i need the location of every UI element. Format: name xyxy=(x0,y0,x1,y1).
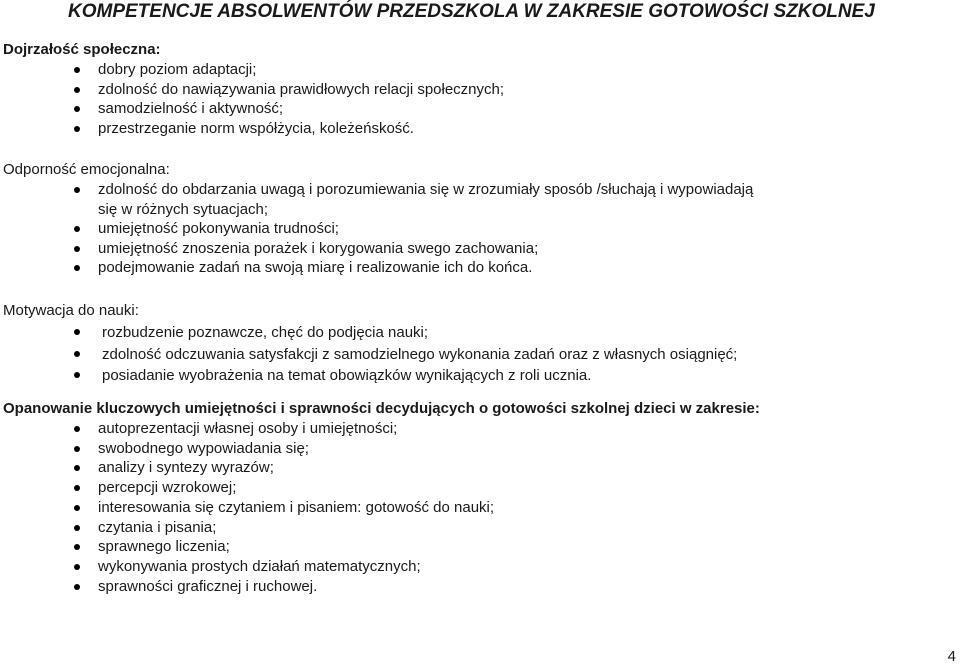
list-item: swobodnego wypowiadania się; xyxy=(3,439,960,459)
section-key-skills xyxy=(3,399,960,596)
list-item: percepcji wzrokowej; xyxy=(3,478,960,498)
list-item: dobry poziom adaptacji; xyxy=(3,60,960,80)
list-item: umiejętność znoszenia porażek i korygowania swego zachowania; xyxy=(3,239,960,259)
list-item: posiadanie wyobrażenia na temat obowiązków wynikających z roli ucznia. xyxy=(3,365,960,387)
bullet-icon xyxy=(74,505,80,511)
section-social-maturity xyxy=(3,40,960,138)
page-number: 4 xyxy=(947,648,956,665)
bullet-icon xyxy=(74,351,80,357)
section-heading: Opanowanie kluczowych umiejętności i sprawności decydujących o gotowości szkolnej dzieci w zakresie: xyxy=(3,400,760,417)
bullet-list xyxy=(3,180,960,278)
section-learning-motivation xyxy=(3,301,960,387)
bullet-icon xyxy=(74,67,80,73)
list-item: zdolność odczuwania satysfakcji z samodzielnego wykonania zadań oraz z własnych osiągnięć; xyxy=(3,344,960,366)
list-item: autoprezentacji własnej osoby i umiejętności; xyxy=(3,419,960,439)
section-heading: Dojrzałość społeczna: xyxy=(3,41,161,58)
list-item: wykonywania prostych działań matematycznych; xyxy=(3,557,960,577)
bullet-icon xyxy=(74,584,80,590)
bullet-icon xyxy=(74,446,80,452)
list-item: czytania i pisania; xyxy=(3,518,960,538)
bullet-icon xyxy=(74,87,80,93)
document-title: KOMPETENCJE ABSOLWENTÓW PRZEDSZKOLA W ZAKRESIE GOTOWOŚCI SZKOLNEJ xyxy=(68,1,875,22)
list-item: analizy i syntezy wyrazów; xyxy=(3,458,960,478)
list-item: zdolność do nawiązywania prawidłowych relacji społecznych; xyxy=(3,80,960,100)
list-item: przestrzeganie norm współżycia, koleżeńskość. xyxy=(3,119,960,139)
list-item: umiejętność pokonywania trudności; xyxy=(3,219,960,239)
section-emotional-resilience xyxy=(3,160,960,278)
bullet-icon xyxy=(74,426,80,432)
bullet-list xyxy=(3,322,960,387)
bullet-icon xyxy=(74,329,80,335)
section-heading: Odporność emocjonalna: xyxy=(3,161,170,178)
bullet-icon xyxy=(74,525,80,531)
bullet-list xyxy=(3,60,960,138)
list-item: sprawnego liczenia; xyxy=(3,537,960,557)
list-item: podejmowanie zadań na swoją miarę i realizowanie ich do końca. xyxy=(3,258,960,278)
list-item: interesowania się czytaniem i pisaniem: gotowość do nauki; xyxy=(3,498,960,518)
list-item: samodzielność i aktywność; xyxy=(3,99,960,119)
list-item: sprawności graficznej i ruchowej. xyxy=(3,577,960,597)
list-item: rozbudzenie poznawcze, chęć do podjęcia nauki; xyxy=(3,322,960,344)
section-heading: Motywacja do nauki: xyxy=(3,302,139,319)
bullet-icon xyxy=(74,246,80,252)
bullet-icon xyxy=(74,564,80,570)
bullet-list xyxy=(3,419,960,596)
list-item: zdolność do obdarzania uwagą i porozumiewania się w zrozumiały sposób /słuchają i wypowiadają się w różnych sytuacjach; xyxy=(3,180,763,219)
bullet-icon xyxy=(74,187,80,193)
bullet-icon xyxy=(74,126,80,132)
